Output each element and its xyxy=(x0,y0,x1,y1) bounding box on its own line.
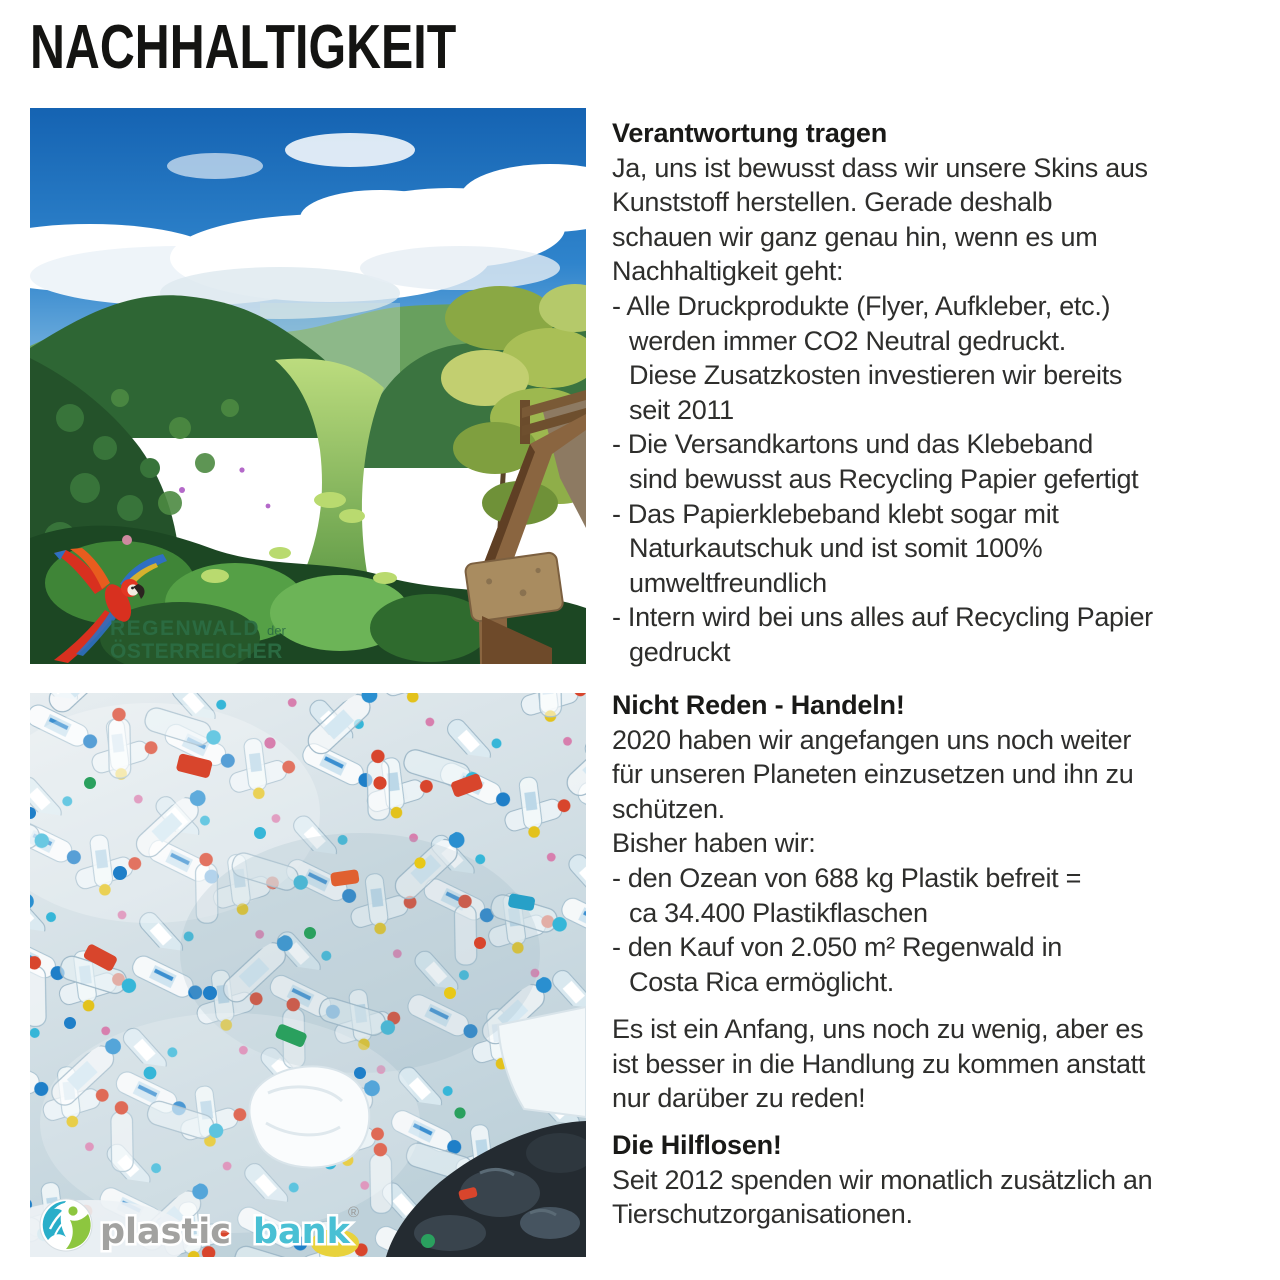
text-line: schauen wir ganz genau hin, wenn es um xyxy=(612,221,1098,252)
bullet-line-cont: sind bewusst aus Recycling Papier gefertigt xyxy=(629,463,1139,494)
bullet-line-cont: Naturkautschuk und ist somit 100% xyxy=(629,533,1043,564)
text-line: Bisher haben wir: xyxy=(612,828,816,859)
section-hilflosen xyxy=(612,1128,1280,1232)
text-line: für unseren Planeten einzusetzen und ihn zu xyxy=(612,759,1134,790)
bullet-line: - den Kauf von 2.050 m² Regenwald in xyxy=(612,932,1062,963)
bullet-line: - den Ozean von 688 kg Plastik befreit = xyxy=(612,862,1082,893)
text-line: ist besser in die Handlung zu kommen anstatt xyxy=(612,1048,1146,1079)
text-line: Nachhaltigkeit geht: xyxy=(612,256,844,287)
text-line: Tierschutzorganisationen. xyxy=(612,1199,913,1230)
rainforest-illustration xyxy=(30,108,586,664)
plasticbank-word-bank: bank xyxy=(253,1212,350,1252)
regenwald-logo-line1: REGENWALD xyxy=(110,617,260,640)
bullet-line: - Die Versandkartons und das Klebeband xyxy=(612,429,1093,460)
bullet-line-cont: Costa Rica ermöglicht. xyxy=(629,966,894,997)
bullet-line-cont: umweltfreundlich xyxy=(629,567,827,598)
bullet-line: - Alle Druckprodukte (Flyer, Aufkleber, etc.) xyxy=(612,290,1111,321)
text-line: Kunststoff herstellen. Gerade deshalb xyxy=(612,187,1053,218)
bullet-line-cont: ca 34.400 Plastikflaschen xyxy=(629,897,928,928)
text-line: schützen. xyxy=(612,793,725,824)
registered-trademark-icon: ® xyxy=(348,1204,360,1221)
section-nicht-reden xyxy=(612,688,1280,999)
section-heading: Die Hilflosen! xyxy=(612,1130,782,1160)
bullet-line: - Das Papierklebeband klebt sogar mit xyxy=(612,498,1059,529)
section-verantwortung xyxy=(612,116,1280,670)
section-heading: Verantwortung tragen xyxy=(612,118,888,148)
bullet-line-cont: Diese Zusatzkosten investieren wir bereits xyxy=(629,360,1123,391)
bullet-line-cont: gedruckt xyxy=(629,636,731,667)
plasticbank-word-plastic: plastic xyxy=(100,1212,231,1252)
bullet-line-cont: seit 2011 xyxy=(629,394,734,425)
bullet-line: - Intern wird bei uns alles auf Recycling Papier xyxy=(612,602,1153,633)
plastic-bag xyxy=(249,1066,369,1167)
text-line: 2020 haben wir angefangen uns noch weiter xyxy=(612,724,1132,755)
text-line: Ja, uns ist bewusst dass wir unsere Skins aus xyxy=(612,152,1148,183)
plasticbank-icon xyxy=(40,1199,92,1251)
plastic-waste-illustration xyxy=(30,693,586,1257)
text-line: nur darüber zu reden! xyxy=(612,1083,866,1114)
page-title: NACHHALTIGKEIT xyxy=(30,13,457,82)
bullet-line-cont: werden immer CO2 Neutral gedruckt. xyxy=(629,325,1066,356)
text-line: Es ist ein Anfang, uns noch zu wenig, aber es xyxy=(612,1014,1144,1044)
plastic-waste-image xyxy=(30,693,586,1257)
regenwald-logo-line2: ÖSTERREICHER xyxy=(110,640,283,663)
regenwald-logo xyxy=(110,617,286,663)
regenwald-logo-der: der xyxy=(267,623,286,638)
rainforest-image xyxy=(30,108,586,664)
section-anfang xyxy=(612,1012,1280,1116)
section-heading: Nicht Reden - Handeln! xyxy=(612,690,905,720)
text-line: Seit 2012 spenden wir monatlich zusätzlich an xyxy=(612,1164,1153,1195)
